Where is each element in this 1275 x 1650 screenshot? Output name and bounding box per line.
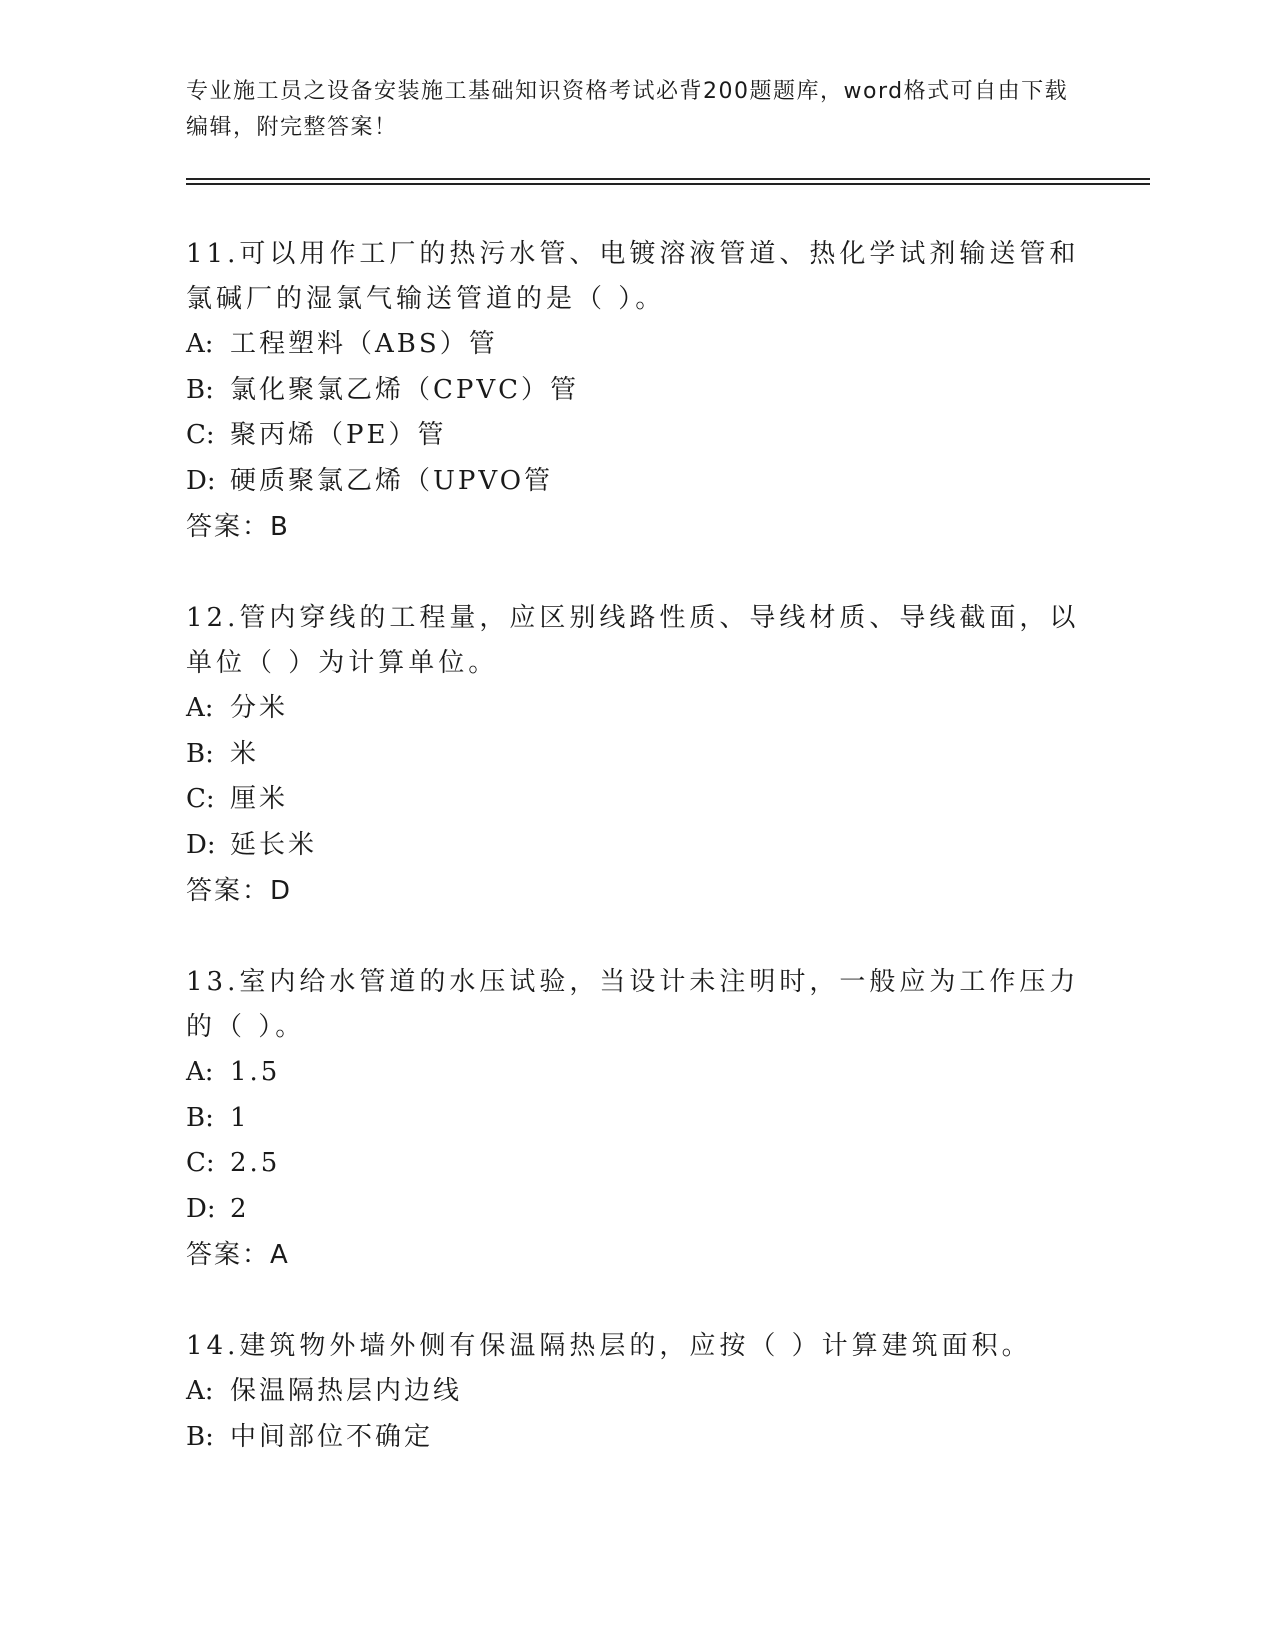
option-d (186, 459, 1086, 505)
option-text: 聚丙烯（PE）管 (230, 420, 447, 450)
question-14 (186, 1324, 1086, 1460)
option-text: 分米 (230, 693, 289, 723)
option-a (186, 1369, 1086, 1415)
option-letter: C: (186, 784, 215, 814)
question-text: 13.室内给水管道的水压试验，当设计未注明时，一般应为工作压力的（ ）。 (186, 967, 1080, 1042)
header-divider-top (186, 178, 1150, 180)
option-letter: A: (186, 1057, 214, 1087)
document-header: 专业施工员之设备安装施工基础知识资格考试必背200题题库，word格式可自由下载编辑，附完整答案！ (186, 79, 1069, 140)
option-text: 2 (230, 1193, 250, 1224)
option-letter: D: (186, 1193, 216, 1224)
question-text: 12.管内穿线的工程量，应区别线路性质、导线材质、导线截面，以单位（ ）为计算单位。 (186, 603, 1080, 678)
header-divider-bottom (186, 183, 1150, 185)
answer-line: 答案：A (186, 1240, 290, 1270)
option-letter: A: (186, 1376, 214, 1406)
option-letter: C: (186, 420, 215, 450)
option-letter: B: (186, 374, 214, 405)
option-letter: A: (186, 329, 214, 359)
question-12 (186, 596, 1086, 914)
option-a (186, 322, 1086, 368)
question-text: 14.建筑物外墙外侧有保温隔热层的，应按（ ）计算建筑面积。 (186, 1331, 1032, 1361)
question-11 (186, 232, 1086, 550)
option-text: 氯化聚氯乙烯（CPVC）管 (230, 374, 580, 405)
option-text: 米 (230, 738, 260, 769)
question-text: 11.可以用作工厂的热污水管、电镀溶液管道、热化学试剂输送管和氯碱厂的湿氯气输送管道的是（ ）。 (186, 239, 1080, 314)
option-letter: D: (186, 829, 216, 860)
option-text: 延长米 (230, 829, 318, 860)
option-text: 1.5 (230, 1057, 281, 1087)
option-letter: B: (186, 1102, 214, 1133)
option-b (186, 368, 1086, 414)
option-letter: A: (186, 693, 214, 723)
option-letter: B: (186, 1421, 214, 1452)
option-b (186, 732, 1086, 778)
option-letter: C: (186, 1148, 215, 1178)
option-c (186, 413, 1086, 459)
answer-line: 答案：D (186, 876, 293, 906)
option-text: 硬质聚氯乙烯（UPVO管 (230, 465, 554, 496)
option-a (186, 686, 1086, 732)
option-b (186, 1096, 1086, 1142)
option-a (186, 1050, 1086, 1096)
option-letter: B: (186, 738, 214, 769)
option-text: 中间部位不确定 (230, 1421, 434, 1452)
answer-line: 答案：B (186, 512, 290, 542)
option-text: 1 (230, 1102, 250, 1133)
question-13 (186, 960, 1086, 1278)
option-c (186, 777, 1086, 823)
option-text: 保温隔热层内边线 (230, 1376, 463, 1406)
option-text: 工程塑料（ABS）管 (230, 329, 498, 359)
option-c (186, 1141, 1086, 1187)
option-d (186, 1187, 1086, 1233)
option-text: 2.5 (230, 1148, 281, 1178)
option-text: 厘米 (230, 784, 289, 814)
option-b (186, 1415, 1086, 1461)
option-letter: D: (186, 465, 216, 496)
option-d (186, 823, 1086, 869)
